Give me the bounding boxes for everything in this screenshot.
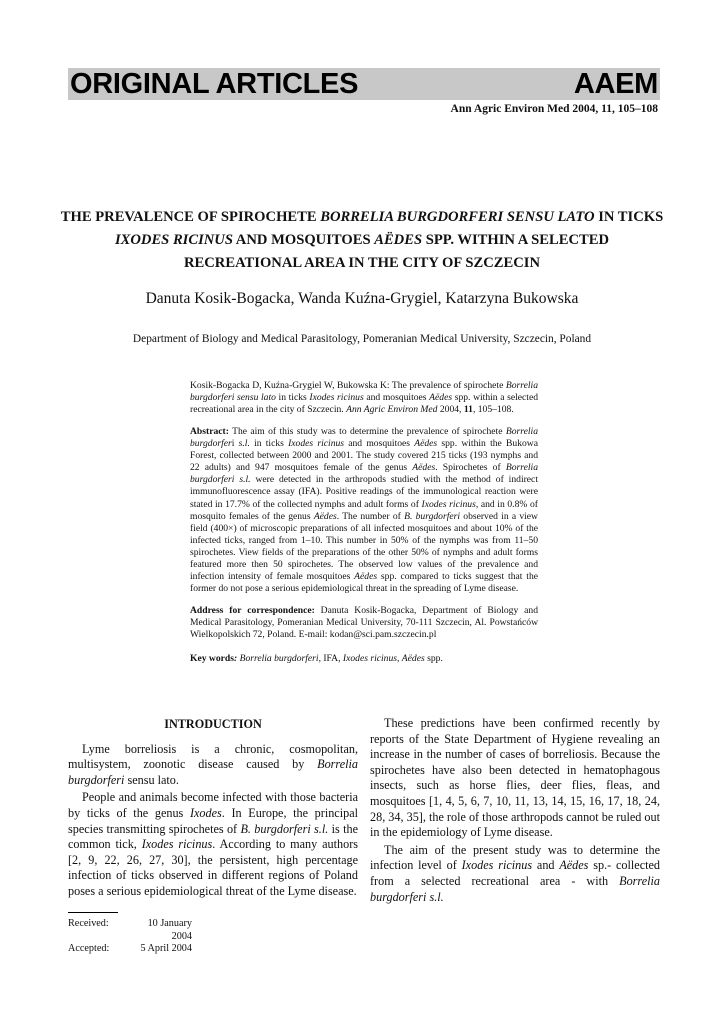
correspondence-address: Address for correspondence: Danuta Kosik-Bogacka, Department of Biology and Medical Parasitology, Pomeranian Medical University, 70-111 Szczecin, Al. Powstańców Wielkopolskich 72, Poland. E-mail: kodan@sci.pam.szczecin.pl [190, 605, 538, 641]
article-title: THE PREVALENCE OF SPIROCHETE BORRELIA BURGDORFERI SENSU LATO IN TICKS IXODES RICINUS AND MOSQUITOES AËDES SPP. WITHIN A SELECTED RECREATIONAL AREA IN THE CITY OF SZCZECIN [60, 209, 664, 271]
section-heading-introduction: INTRODUCTION [164, 717, 262, 731]
keywords: Key words: Borrelia burgdorferi, IFA, Ixodes ricinus, Aëdes spp. [190, 653, 443, 664]
paragraph: Lyme borreliosis is a chronic, cosmopolitan, multisystem, zoonotic disease caused by Borrelia burgdorferi sensu lato. [68, 741, 358, 787]
received-label: Received: [68, 918, 109, 929]
section-label: ORIGINAL ARTICLES [70, 68, 359, 100]
paragraph: The aim of the present study was to determine the infection level of Ixodes ricinus and Aëdes sp.- collected from a selected recreational area - with Borrelia burgdorferi s.l. [370, 842, 660, 904]
accepted-row [68, 943, 192, 956]
received-row [68, 918, 192, 943]
journal-citation: Ann Agric Environ Med 2004, 11, 105–108 [450, 103, 658, 115]
author-list: Danuta Kosik-Bogacka, Wanda Kuźna-Grygiel, Katarzyna Bukowska [145, 290, 579, 307]
accepted-label: Accepted: [68, 943, 110, 955]
section-banner [68, 68, 660, 100]
column-right [370, 716, 660, 907]
paragraph: People and animals become infected with those bacteria by ticks of the genus Ixodes. In Europe, the principal species transmitting spirochetes of B. burgdorferi s.l. is the common tick, Ixodes ricinus. According to many authors [2, 9, 22, 26, 27, 30], the persistent, high percentage infection of ticks observed in different regions of Poland poses a serious epidemiological threat of the Lyme disease. [68, 790, 358, 898]
paragraph: These predictions have been confirmed recently by reports of the State Department of Hygiene revealing an increase in the number of cases of borreliosis. Because the spirochetes have also been detected in hematophagous insects, such as horse flies, deer flies, fleas, and mosquitoes [1, 4, 5, 6, 7, 10, 11, 13, 14, 15, 16, 17, 18, 24, 28, 34, 35], the role of those arthropods cannot be ruled out in the epidemiology of Lyme disease. [370, 716, 660, 840]
received-date: 10 January 2004 [147, 918, 192, 942]
journal-logo-text: AAEM [573, 68, 658, 100]
footnote-divider [68, 912, 118, 913]
column-left [68, 716, 358, 902]
footnotes [68, 918, 192, 956]
abstract: Abstract: The aim of this study was to determine the prevalence of spirochete Borrelia burgdorferi s.l. in ticks Ixodes ricinus and mosquitoes Aëdes spp. within the Bukowa Forest, collected between 2000 and 2001. The study covered 215 ticks (193 nymphs and 22 adults) and 947 mosquitoes female of the genus Aëdes. Spirochetes of Borrelia burgdorferi s.l. were detected in the arthropods studied with the method of indirect immunofluorescence assay (IFA). Positive readings of the immunological reaction were stated in 17.7% of the collected nymphs and adult forms of Ixodes ricinus, and in 0.8% of mosquito females of the genus Aëdes. The number of B. burgdorferi observed in a view field (400×) of microscopic preparations of all infected mosquitoes and about 10% of the infected ticks, ranged from 1–10. This number in 50% of the nymphs was from 11–50 spirochetes. View fields of the preparations of the other 50% of nymphs and adult forms featured more then 50 spirochetes. The observed low values of the prevalence and infection intensity of female mosquitoes Aëdes spp. compared to ticks suggest that the former do not pose a serious epidemiological threat in the spreading of Lyme disease. [190, 426, 538, 595]
affiliation: Department of Biology and Medical Parasitology, Pomeranian Medical University, Szczecin, Poland [132, 333, 592, 345]
reference-citation: Kosik-Bogacka D, Kuźna-Grygiel W, Bukowska K: The prevalence of spirochete Borrelia burgdorferi sensu lato in ticks Ixodes ricinus and mosquitoes Aëdes spp. within a selected recreational area in the city of Szczecin. Ann Agric Environ Med 2004, 11, 105–108. [190, 380, 538, 416]
accepted-date: 5 April 2004 [140, 943, 192, 955]
